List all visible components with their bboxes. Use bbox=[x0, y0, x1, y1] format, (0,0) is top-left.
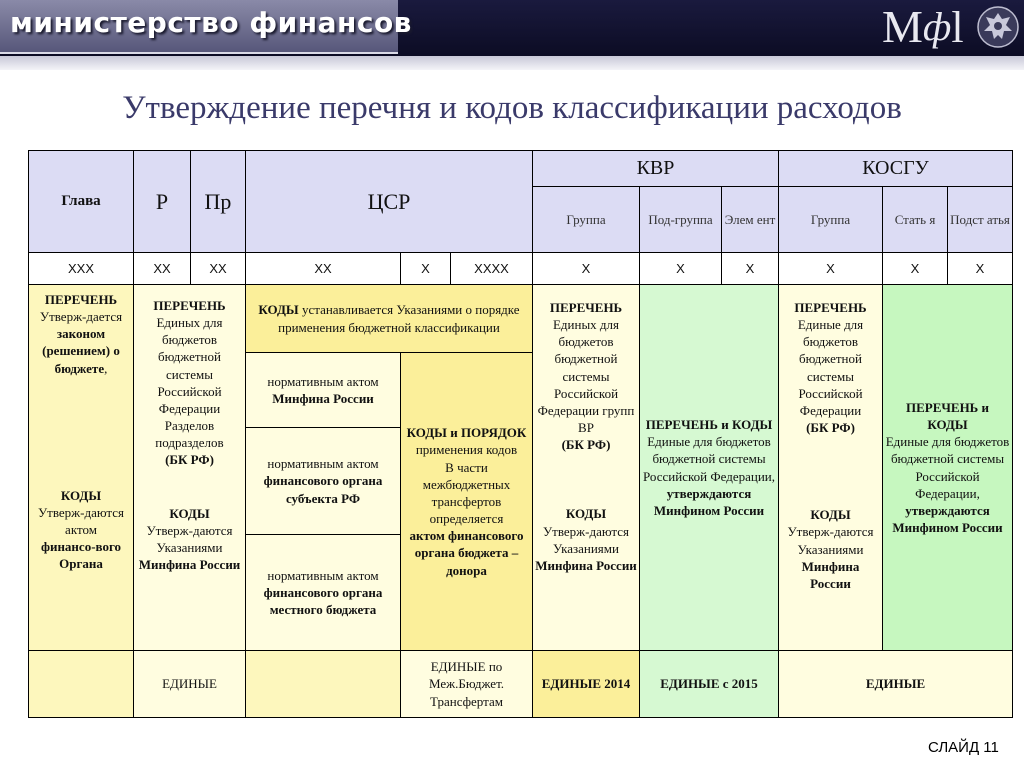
bottom-kvr-group-cell: ЕДИНЫЕ 2014 bbox=[533, 651, 640, 718]
csr-transfer-text: В части межбюджетных трансфертов определяется bbox=[422, 459, 511, 527]
glava-perechen: ПЕРЕЧЕНЬ bbox=[44, 292, 118, 307]
code-cell: Х bbox=[722, 253, 779, 285]
csr-act-local-cell: нормативным актом финансового органа местного бюджета bbox=[246, 535, 401, 651]
kvr-subgroup-rules-cell bbox=[640, 285, 779, 651]
top-banner bbox=[0, 0, 1024, 56]
kosgu-text: Единые для бюджетов бюджетной системы Российской Федерации bbox=[797, 317, 864, 418]
code-cell: ХХХ bbox=[29, 253, 134, 285]
kosgu-kody-text: Утверж-даются Указаниями bbox=[787, 524, 874, 557]
spacer bbox=[781, 436, 880, 506]
header-r: Р bbox=[134, 151, 191, 253]
eagle-emblem-icon bbox=[976, 5, 1020, 49]
kvr-kody-text: Утверж-даются Указаниями bbox=[542, 523, 630, 556]
kosgu-kody: КОДЫ bbox=[810, 507, 851, 523]
kvr-group-rules-cell bbox=[533, 285, 640, 651]
header-kvr-element: Элем ент bbox=[722, 187, 779, 253]
kosgu-bk: (БК РФ) bbox=[806, 420, 855, 436]
kosgu-group-rules-cell bbox=[779, 285, 883, 651]
header-csr: ЦСР bbox=[246, 151, 533, 253]
kvr-text: Единых для бюджетов бюджетной системы Российской Федерации групп ВР bbox=[537, 317, 635, 436]
bottom-kvr-sub-cell: ЕДИНЫЕ с 2015 bbox=[640, 651, 779, 718]
kosgu-green-title: ПЕРЕЧЕНЬ и КОДЫ bbox=[905, 399, 990, 433]
code-cell: ХХ bbox=[246, 253, 401, 285]
glava-utv: Утверж-дается bbox=[39, 309, 123, 325]
spacer bbox=[31, 377, 131, 487]
rpr-rules-cell bbox=[134, 285, 246, 651]
kosgu-green-approve: утверждаются Минфином России bbox=[892, 502, 1003, 535]
code-cell: Х bbox=[640, 253, 722, 285]
header-kosgu-group: Группа bbox=[779, 187, 883, 253]
rpr-kody-text: Утверж-даются Указаниями bbox=[146, 522, 233, 555]
code-cell: Х bbox=[779, 253, 883, 285]
kvr-green-approve: утверждаются Минфином России bbox=[653, 485, 765, 518]
glava-kody: КОДЫ bbox=[60, 487, 102, 503]
bottom-csr-empty-cell bbox=[246, 651, 401, 718]
rpr-kody: КОДЫ bbox=[169, 505, 210, 521]
slide-title: Утверждение перечня и кодов классификации расходов bbox=[122, 90, 902, 126]
csr-codes-cell: КОДЫ устанавливается Указаниями о порядке применения бюджетной классификации bbox=[246, 285, 533, 353]
header-kosgu-subarticle: Подст атья bbox=[948, 187, 1013, 253]
kvr-green-title: ПЕРЕЧЕНЬ и КОДЫ bbox=[645, 417, 773, 433]
csr-kody-poryadok: КОДЫ и ПОРЯДОК bbox=[406, 425, 527, 441]
csr-donor-text: актом финансового органа бюджета – донора bbox=[409, 528, 524, 578]
csr-transfer-rules-cell bbox=[401, 353, 533, 651]
header-kvr: КВР bbox=[533, 151, 779, 187]
code-cell: ХХ bbox=[134, 253, 191, 285]
banner-shadow-band bbox=[0, 56, 1024, 70]
rpr-perechen: ПЕРЕЧЕНЬ bbox=[153, 298, 226, 313]
code-cell: ХХ bbox=[191, 253, 246, 285]
kosgu-green-text: Единые для бюджетов бюджетной системы Российской Федерации, bbox=[885, 434, 1010, 501]
csr-apply-text: применения кодов bbox=[415, 442, 518, 458]
banner-title-plate bbox=[0, 0, 412, 54]
header-kosgu-article: Стать я bbox=[883, 187, 948, 253]
rpr-text: Единых для бюджетов бюджетной системы Российской Федерации Разделов подразделов bbox=[155, 315, 224, 451]
kvr-minfin: Минфина России bbox=[535, 557, 637, 573]
spacer bbox=[535, 453, 637, 505]
code-cell: Х bbox=[533, 253, 640, 285]
kvr-kody: КОДЫ bbox=[565, 506, 607, 522]
kosgu-minfin: Минфина России bbox=[801, 558, 860, 591]
bottom-transfers-cell: ЕДИНЫЕ по Меж.Бюджет. Трансфертам bbox=[401, 651, 533, 718]
bottom-glava-cell bbox=[29, 651, 134, 718]
rpr-minfin: Минфина России bbox=[138, 557, 241, 573]
code-cell: Х bbox=[401, 253, 451, 285]
header-kvr-group: Группа bbox=[533, 187, 640, 253]
classification-table bbox=[28, 150, 1013, 718]
spacer bbox=[136, 469, 243, 505]
bottom-rpr-cell: ЕДИНЫЕ bbox=[134, 651, 246, 718]
glava-kody-utv: Утверж-даются актом bbox=[37, 504, 125, 538]
header-kosgu: КОСГУ bbox=[779, 151, 1013, 187]
kvr-perechen: ПЕРЕЧЕНЬ bbox=[549, 300, 623, 315]
minfin-logo: Мфl bbox=[882, 1, 964, 52]
glava-rules-cell bbox=[29, 285, 134, 651]
csr-act-subject-cell: нормативным актом финансового органа субъекта РФ bbox=[246, 428, 401, 535]
header-kvr-subgroup: Под-группа bbox=[640, 187, 722, 253]
kvr-bk: (БК РФ) bbox=[561, 437, 611, 453]
slide-number: СЛАЙД 11 bbox=[928, 739, 999, 756]
header-glava: Глава bbox=[29, 151, 134, 253]
bottom-kosgu-cell: ЕДИНЫЕ bbox=[779, 651, 1013, 718]
rpr-bk: (БК РФ) bbox=[165, 452, 214, 468]
kvr-green-text: Единые для бюджетов бюджетной системы Российской Федерации, bbox=[643, 434, 775, 484]
code-cell: Х bbox=[883, 253, 948, 285]
ministry-title: министерство финансов bbox=[10, 6, 412, 39]
code-cell: ХХХХ bbox=[451, 253, 533, 285]
glava-kody-org: финансо-вого Органа bbox=[40, 539, 122, 572]
code-cell: Х bbox=[948, 253, 1013, 285]
glava-law: законом (решением) о бюджете, bbox=[42, 326, 120, 376]
header-pr: Пр bbox=[191, 151, 246, 253]
csr-act-minfin-cell: нормативным актом Минфина России bbox=[246, 353, 401, 428]
kosgu-perechen: ПЕРЕЧЕНЬ bbox=[794, 300, 867, 315]
kosgu-article-rules-cell bbox=[883, 285, 1013, 651]
